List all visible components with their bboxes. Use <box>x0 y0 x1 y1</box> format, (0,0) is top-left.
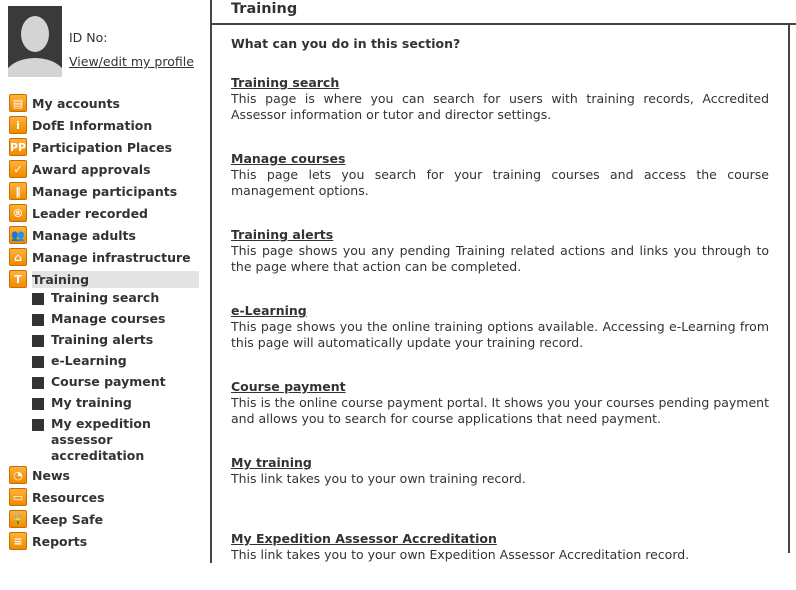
section-link[interactable]: My training <box>231 455 312 470</box>
nav-item-label: Resources <box>32 489 105 505</box>
nav-item-dofe-information[interactable] <box>9 114 199 136</box>
section-my-training <box>231 454 769 530</box>
nav-item-label: Leader recorded <box>32 205 148 221</box>
home-icon: ⌂ <box>9 248 27 266</box>
divider <box>211 23 796 25</box>
nav-item-label: Manage adults <box>32 227 136 243</box>
nav-item-my-accounts[interactable] <box>9 92 199 114</box>
section-description: This page shows you the online training options available. Accessing e-Learning from this page will automatically update your training record. <box>231 319 769 350</box>
section-link[interactable]: Training alerts <box>231 227 334 242</box>
section-link[interactable]: Training search <box>231 75 340 90</box>
report-icon: ≡ <box>9 532 27 550</box>
divider <box>210 0 212 563</box>
nav-item-manage-participants[interactable] <box>9 180 199 202</box>
accounts-icon: ▤ <box>9 94 27 112</box>
section-manage-courses <box>231 150 769 226</box>
nav-item-participation-places[interactable] <box>9 136 199 158</box>
subnav-item-e-learning[interactable] <box>32 353 199 374</box>
section-e-learning <box>231 302 769 378</box>
section-question: What can you do in this section? <box>231 36 461 51</box>
nav-item-manage-infrastructure[interactable] <box>9 246 199 268</box>
section-link[interactable]: Course payment <box>231 379 346 394</box>
participants-icon: ‖ <box>9 182 27 200</box>
bullet-square-icon <box>32 314 44 326</box>
subnav-item-label: Training alerts <box>51 332 154 347</box>
nav-item-manage-adults[interactable] <box>9 224 199 246</box>
subnav-item-label: My training <box>51 395 132 410</box>
bullet-square-icon <box>32 335 44 347</box>
nav-item-label: DofE Information <box>32 117 153 133</box>
nav-item-label: My accounts <box>32 95 120 111</box>
section-training-search <box>231 74 769 150</box>
subnav-item-label: Training search <box>51 290 160 305</box>
section-description: This link takes you to your own Expedition Assessor Accreditation record. <box>231 547 690 562</box>
avatar <box>8 6 62 77</box>
section-training-alerts <box>231 226 769 302</box>
bullet-square-icon <box>32 356 44 368</box>
nav-item-resources[interactable] <box>9 486 199 508</box>
section-description: This is the online course payment portal. It shows you your courses pending payment and allows you to search for course applications that need payment. <box>231 395 769 426</box>
bullet-square-icon <box>32 293 44 305</box>
sidebar <box>0 0 211 563</box>
participation-places-icon: PP <box>9 138 27 156</box>
subnav-item-label: Course payment <box>51 374 166 389</box>
bullet-square-icon <box>32 398 44 410</box>
nav-item-keep-safe[interactable] <box>9 508 199 530</box>
subnav-item-label: e-Learning <box>51 353 127 368</box>
subnav-item-training-search[interactable] <box>32 290 199 311</box>
section-link[interactable]: My Expedition Assessor Accreditation <box>231 531 497 546</box>
nav-item-reports[interactable] <box>9 530 199 552</box>
nav-item-label: Keep Safe <box>32 511 104 527</box>
nav-item-label: News <box>32 467 70 483</box>
divider <box>788 24 790 553</box>
nav-item-label: Training <box>32 271 199 288</box>
main-nav <box>9 92 199 552</box>
subnav-item-course-payment[interactable] <box>32 374 199 395</box>
nav-item-label: Manage participants <box>32 183 178 199</box>
nav-item-label: Reports <box>32 533 88 549</box>
section-link[interactable]: e-Learning <box>231 303 307 318</box>
adults-icon: 👥 <box>9 226 27 244</box>
lock-icon: 🔒 <box>9 510 27 528</box>
page-title: Training <box>231 1 298 17</box>
registered-icon: ® <box>9 204 27 222</box>
checkmark-icon: ✓ <box>9 160 27 178</box>
nav-item-award-approvals[interactable] <box>9 158 199 180</box>
subnav-item-manage-courses[interactable] <box>32 311 199 332</box>
info-icon: i <box>9 116 27 134</box>
nav-item-news[interactable] <box>9 464 199 486</box>
nav-item-label: Manage infrastructure <box>32 249 191 265</box>
subnav-item-training-alerts[interactable] <box>32 332 199 353</box>
training-icon: T <box>9 270 27 288</box>
section-description: This page lets you search for your training courses and access the course management options. <box>231 167 769 198</box>
section-my-expedition-assessor-accreditation <box>231 530 769 590</box>
bullet-square-icon <box>32 377 44 389</box>
view-edit-profile-link[interactable]: View/edit my profile <box>69 54 194 69</box>
section-description: This link takes you to your own training record. <box>231 471 526 486</box>
nav-item-leader-recorded[interactable] <box>9 202 199 224</box>
rss-icon: ◔ <box>9 466 27 484</box>
nav-item-label: Award approvals <box>32 161 151 177</box>
section-course-payment <box>231 378 769 454</box>
folder-icon: ▭ <box>9 488 27 506</box>
id-number-label: ID No: <box>69 30 108 45</box>
subnav-item-my-training[interactable] <box>32 395 199 416</box>
nav-item-training[interactable] <box>9 268 199 290</box>
bullet-square-icon <box>32 419 44 431</box>
main-content <box>231 36 769 590</box>
section-description: This page shows you any pending Training related actions and links you through to the page where that action can be completed. <box>231 243 769 274</box>
subnav-item-my-expedition-assessor-accreditation[interactable] <box>32 416 199 464</box>
subnav-item-label: My expedition assessor accreditation <box>51 416 151 463</box>
section-link[interactable]: Manage courses <box>231 151 346 166</box>
section-description: This page is where you can search for users with training records, Accredited Assessor information or tutor and director settings. <box>231 91 769 122</box>
training-subnav <box>32 290 199 464</box>
nav-item-label: Participation Places <box>32 139 173 155</box>
subnav-item-label: Manage courses <box>51 311 166 326</box>
